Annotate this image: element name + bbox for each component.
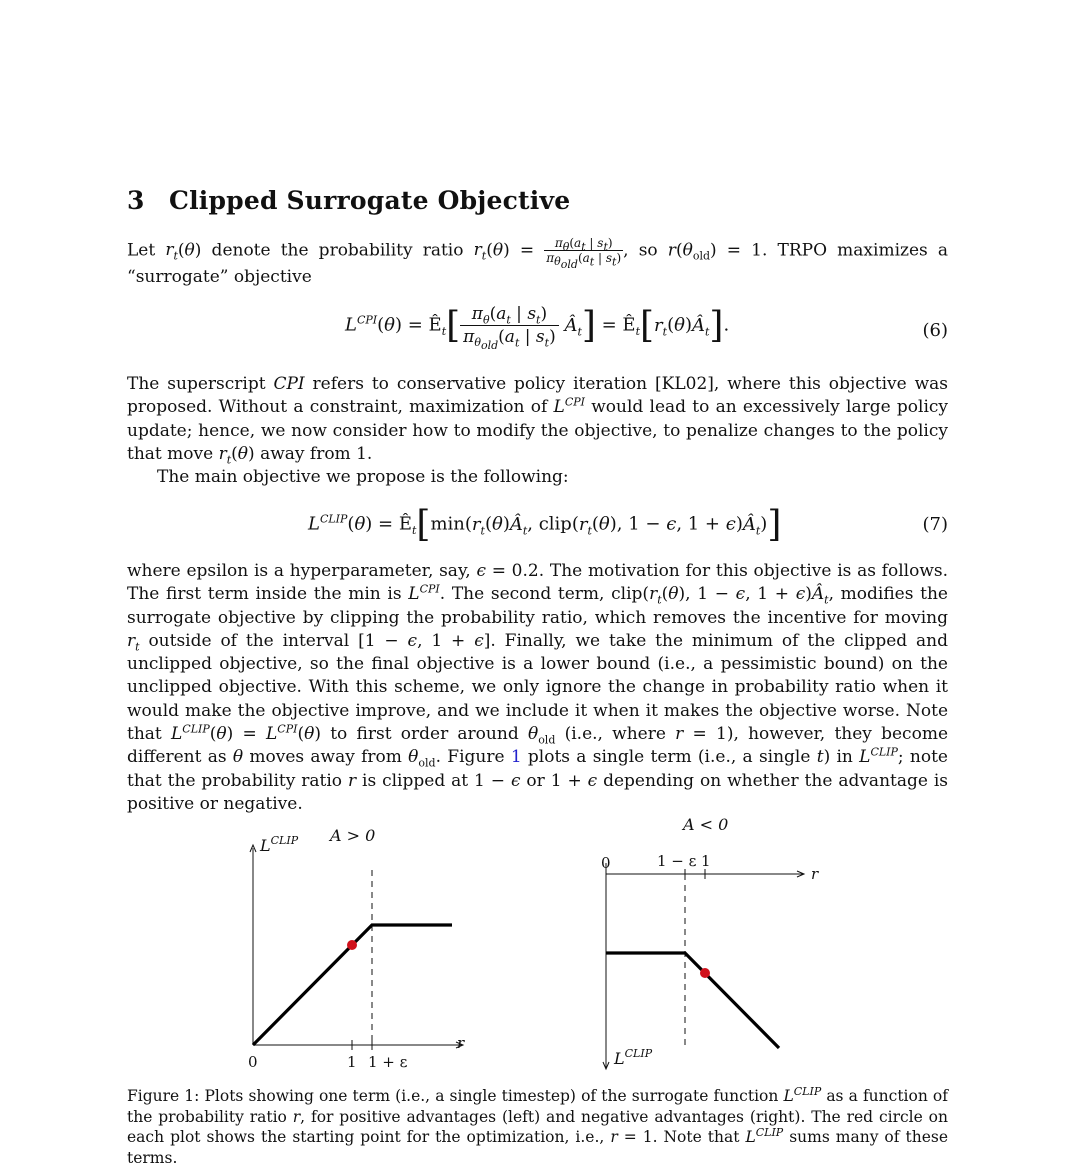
plot-right-ylabel: $L^{CLIP}$ bbox=[614, 1047, 653, 1068]
plot-left-tick-label-0: 0 bbox=[248, 1053, 258, 1071]
plot-left-ylabel: $L^{CLIP}$ bbox=[260, 834, 299, 855]
plot-right-tick-label-1-minus-eps: 1 − ε bbox=[657, 852, 697, 870]
plot-left-tick-label-1: 1 bbox=[347, 1053, 357, 1071]
equation-7: $L^{CLIP}(\theta)$ = $Ê_t[\min(r_t(\theta)Â_t$, $clip(r_t(\theta)$, 1 − ϵ, $1 + \epsilon)Â_t$)] bbox=[308, 504, 782, 545]
figure-1-link[interactable]: 1 bbox=[510, 747, 522, 768]
plot-left-title: A > 0 bbox=[330, 826, 376, 845]
plot-right-start-point bbox=[700, 968, 710, 978]
plot-right-tick-label-1: 1 bbox=[701, 852, 711, 870]
plot-right-xlabel: r bbox=[811, 865, 819, 883]
equation-6: $L^{CPI}(\theta)$ = $Ê_t$[ $\pi_\theta(a_t$ | $s_t$) $\pi_{\theta_{old}}(a_t$ | $s_t$) $Â_t$] = $Ê_t[r_t(\theta)Â_t]$. bbox=[345, 304, 730, 353]
plot-right-tick-label-0: 0 bbox=[601, 854, 611, 872]
plot-left-xlabel: r bbox=[457, 1034, 465, 1052]
plot-left-tick-label-1-plus-eps: 1 + ε bbox=[368, 1053, 408, 1071]
paragraph-intro: Let $r_t(\theta)$ denote the probability ratio $r_t(\theta)$ = $\frac{\pi_\theta(a_t | s_t)}{\pi_{\theta_{old}}(a_t | s_t)}$ , so $r(\theta_{old}) = 1$. TRPO maximizes a “surrogate” objective bbox=[127, 236, 949, 287]
equation-6-number: (6) bbox=[922, 320, 948, 341]
plot-right bbox=[601, 815, 819, 1069]
paragraph-cpi: The superscript CPI refers to conservative policy iteration [KL02], where this objective was proposed. Without a constraint, maximization of $L^{CPI}$ would lead to an excessively large policy update; hence, we now consider how to modify the objective, to penalize changes to the policy that move $r_t(\theta)$ away from 1. bbox=[127, 374, 949, 467]
section-title: Clipped Surrogate Objective bbox=[169, 186, 571, 215]
ratio-fraction: $\frac{\pi_\theta(a_t | s_t)}{\pi_{\theta_{old}}(a_t | s_t)}$ bbox=[546, 236, 622, 272]
section-number: 3 bbox=[127, 186, 145, 215]
paragraph-main-objective: The main objective we propose is the following: bbox=[157, 467, 569, 487]
plot-left bbox=[248, 826, 465, 1071]
plot-right-title: A < 0 bbox=[683, 815, 729, 834]
figure-caption: Figure 1: Plots showing one term (i.e., a single timestep) of the surrogate function $L^{CLIP}$ as a function of the probability ratio r, for positive advantages (left) and negative advantages (right). The red circle on each plot shows the starting point for the optimization, i.e., r = 1. Note that $L^{CLIP}$ sums many of these terms. bbox=[127, 1084, 948, 1167]
equation-7-number: (7) bbox=[922, 514, 948, 535]
paragraph-motivation: where epsilon is a hyperparameter, say, ϵ = 0.2. The motivation for this objective is as follows. The first term inside the min is $L^{CPI}$. The second term, $clip(r_t(\theta)$, 1 − ϵ, $1 + \epsilon)Â_t$, modifies the surrogate objective by clipping the probability ratio, which removes the incentive for moving $r_t$ outside of the interval [1 − ϵ, 1 + ϵ]. Finally, we take the minimum of the clipped and unclipped objective, so the final objective is a lower bound (i.e., a pessimistic bound) on the unclipped objective. With this scheme, we only ignore the change in probability ratio when it would make the objective improve, and we include it when it makes the objective worse. Note that $L^{CLIP}(\theta) = L^{CPI}(\theta)$ to first order around $\theta_{old}$ (i.e., where r = 1), however, they become different as θ moves away from $\theta_{old}$. Figure 1 plots a single term (i.e., a single t) in $L^{CLIP}$; note that the probability ratio r is clipped at 1 − ϵ or 1 + ϵ depending on whether the advantage is positive or negative. bbox=[127, 561, 949, 814]
plot-left-start-point bbox=[347, 940, 357, 950]
plot-right-curve bbox=[606, 953, 779, 1048]
